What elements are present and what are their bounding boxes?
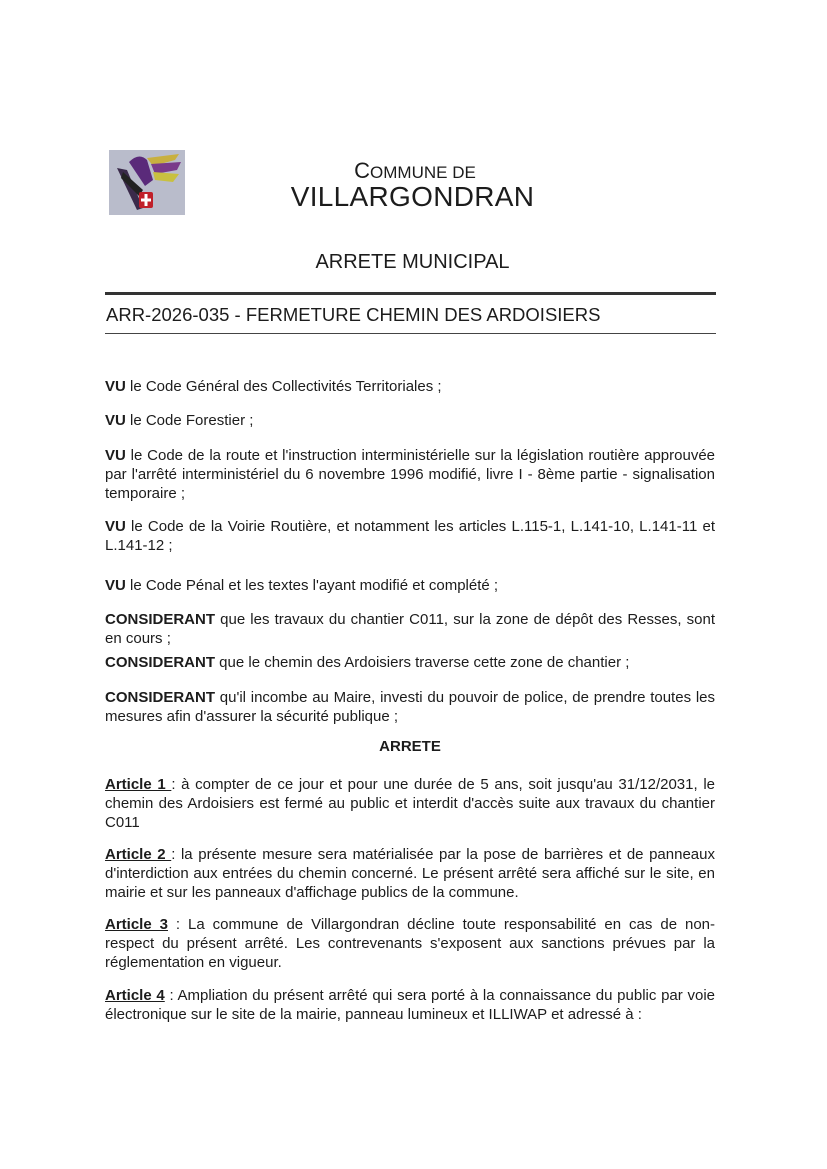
keyword: CONSIDERANT <box>105 654 216 671</box>
article <box>105 986 715 1024</box>
text: qu'il incombe au Maire, investi du pouvoir de police, de prendre toutes les mesures afin d'assurer la sécurité publique ; <box>105 689 715 725</box>
text: le Code Forestier ; <box>125 412 254 429</box>
consideration <box>105 377 715 396</box>
text: que les travaux du chantier C011, sur la zone de dépôt des Resses, sont en cours ; <box>105 611 715 647</box>
commune-name: VILLARGONDRAN <box>290 181 535 212</box>
keyword: VU <box>105 518 126 535</box>
consideration <box>105 688 715 726</box>
decision-heading: ARRETE <box>379 738 441 755</box>
text: le Code de la route et l'instruction interministérielle sur la législation routière approuvée par l'arrêté interministériel du 6 novembre 1996 modifié, livre I - 8ème partie - signalisation temporaire ; <box>105 447 715 502</box>
divider-thick <box>105 292 716 295</box>
keyword: VU <box>105 412 126 429</box>
article <box>105 775 715 832</box>
article-label: Article 4 <box>105 987 165 1004</box>
article-text: : La commune de Villargondran décline toute responsabilité en cas de non-respect du présent arrêté. Les contrevenants s'exposent aux sanctions prévues par la réglementation en vigueur. <box>105 916 715 971</box>
keyword: VU <box>105 577 126 594</box>
consideration <box>105 517 715 555</box>
text: le Code Pénal et les textes l'ayant modifié et complété ; <box>125 577 499 594</box>
text: le Code de la Voirie Routière, et notamment les articles L.115-1, L.141-10, L.141-11 et L.141-12 ; <box>105 518 715 554</box>
article <box>105 915 715 972</box>
keyword: VU <box>105 447 126 464</box>
consideration <box>105 411 715 430</box>
commune-rest: OMMUNE DE <box>370 163 476 182</box>
commune-initial: C <box>354 158 371 183</box>
document-type: ARRETE MUNICIPAL <box>315 251 510 273</box>
keyword: VU <box>105 378 126 395</box>
consideration <box>105 446 715 503</box>
consideration <box>105 576 715 595</box>
article-label: Article 3 <box>105 916 168 933</box>
commune-logo <box>109 150 185 215</box>
keyword: CONSIDERANT <box>105 611 216 628</box>
article-label: Article 1 <box>105 776 172 793</box>
consideration <box>105 653 715 672</box>
article-text: : la présente mesure sera matérialisée par la pose de barrières et de panneaux d'interdiction aux entrées du chemin concerné. Le présent arrêté sera affiché sur le site, en mairie et sur les panneaux d'affichage publics de la commune. <box>105 846 715 901</box>
text: le Code Général des Collectivités Territoriales ; <box>125 378 442 395</box>
article-text: : Ampliation du présent arrêté qui sera porté à la connaissance du public par voie électronique sur le site de la mairie, panneau lumineux et ILLIWAP et adressé à : <box>105 987 715 1023</box>
text: que le chemin des Ardoisiers traverse cette zone de chantier ; <box>215 654 630 671</box>
article-text: : à compter de ce jour et pour une durée de 5 ans, soit jusqu'au 31/12/2031, le chemin des Ardoisiers est fermé au public et interdit d'accès suite aux travaux du chantier C011 <box>105 776 715 831</box>
reference-title: ARR-2026-035 - FERMETURE CHEMIN DES ARDOISIERS <box>106 304 601 325</box>
article <box>105 845 715 902</box>
consideration <box>105 610 715 648</box>
divider-thin <box>105 333 716 334</box>
article-label: Article 2 <box>105 846 172 863</box>
coat-of-arms-icon <box>109 150 185 215</box>
keyword: CONSIDERANT <box>105 689 216 706</box>
